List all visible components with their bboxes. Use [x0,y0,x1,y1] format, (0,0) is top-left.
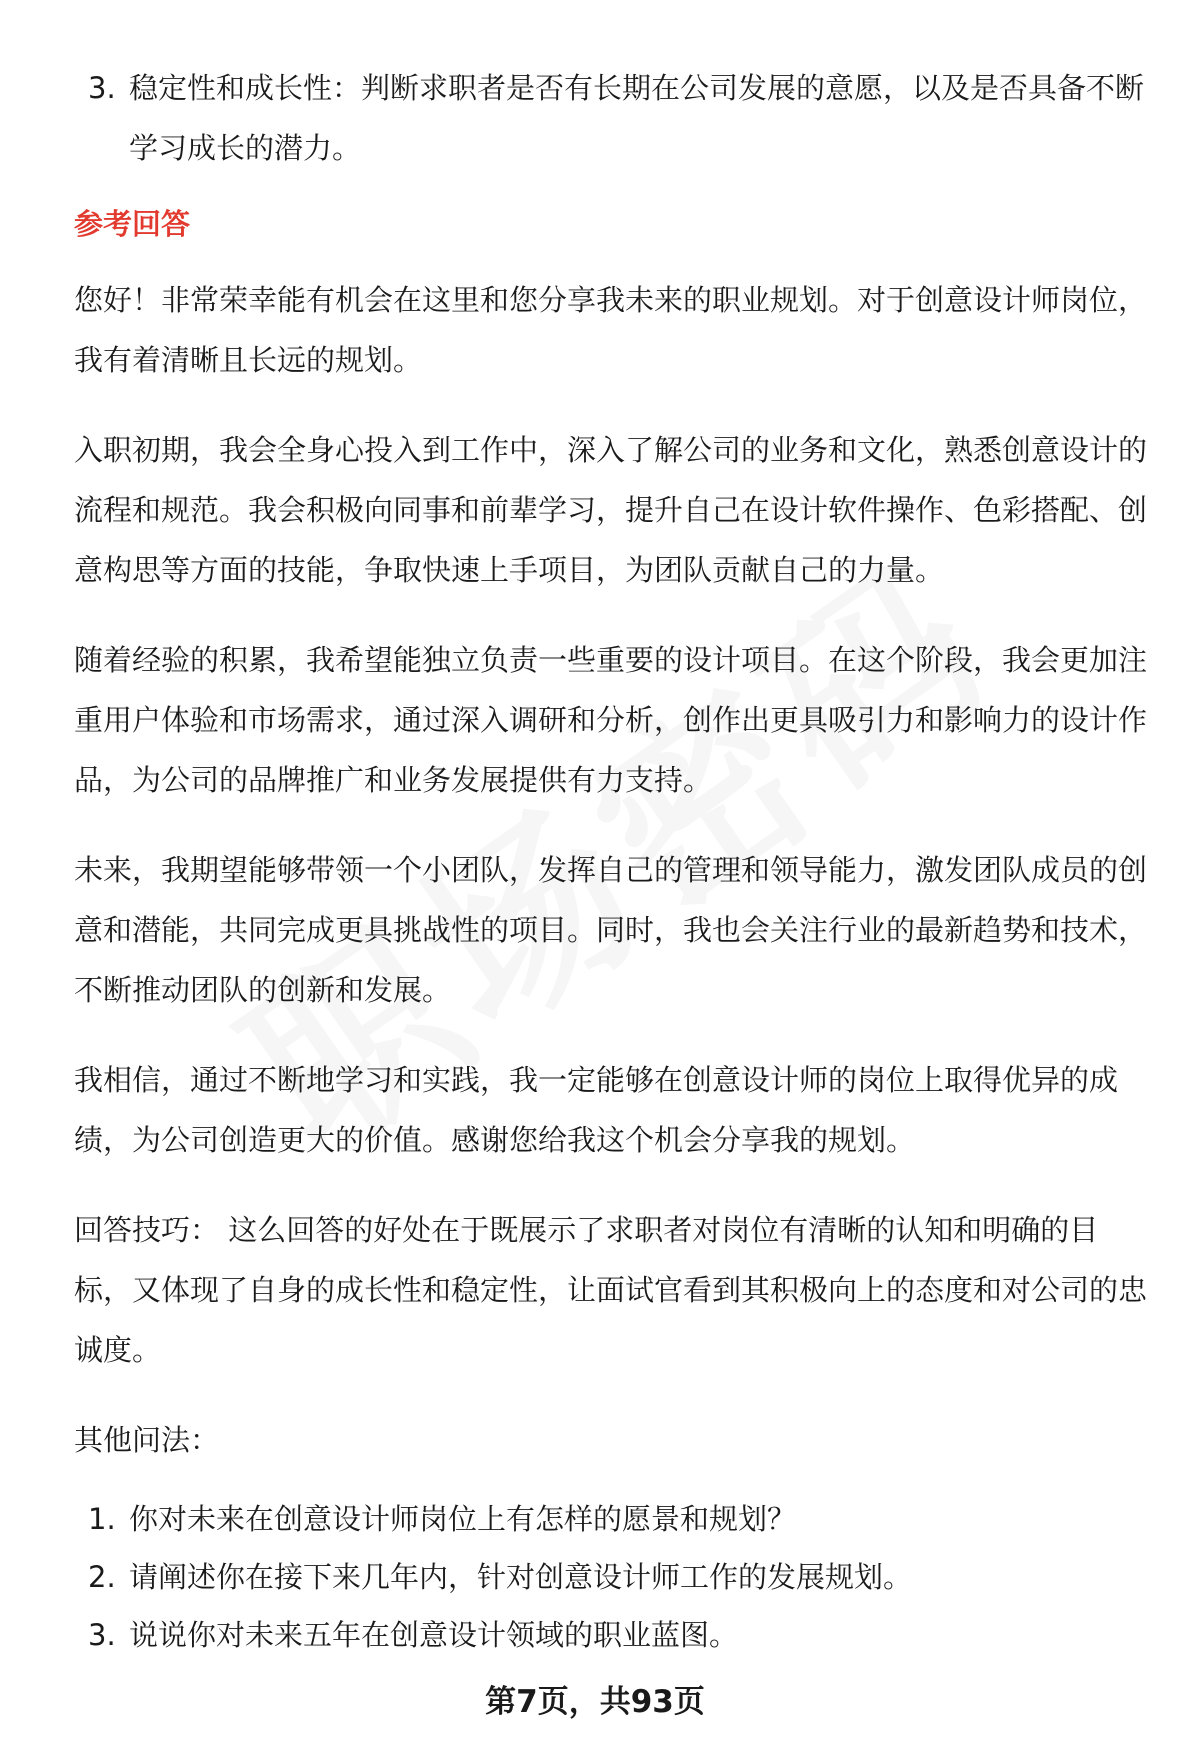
list-item-text: 说说你对未来五年在创意设计领域的职业蓝图。 [129,1618,739,1652]
list-item-text: 你对未来在创意设计师岗位上有怎样的愿景和规划？ [129,1502,797,1536]
list-number: 3. [88,1618,116,1652]
other-questions-list [74,1490,1154,1664]
paragraph-mid-stage: 随着经验的积累，我希望能独立负责一些重要的设计项目。在这个阶段，我会更加注重用户体验和市场需求，通过深入调研和分析，创作出更具吸引力和影响力的设计作品，为公司的品牌推广和业务发展提供有力支持。 [74,643,1148,797]
list-item [74,1490,1154,1548]
list-number: 1. [88,1502,116,1536]
paragraph-other-questions-label: 其他问法： [74,1423,220,1457]
list-item [74,1606,1154,1664]
criteria-list-item [74,58,1154,178]
paragraph-future: 未来，我期望能够带领一个小团队，发挥自己的管理和领导能力，激发团队成员的创意和潜能，共同完成更具挑战性的项目。同时，我也会关注行业的最新趋势和技术，不断推动团队的创新和发展。 [74,853,1148,1007]
paragraph-early-stage: 入职初期，我会全身心投入到工作中，深入了解公司的业务和文化，熟悉创意设计的流程和规范。我会积极向同事和前辈学习，提升自己在设计软件操作、色彩搭配、创意构思等方面的技能，争取快速上手项目，为团队贡献自己的力量。 [74,433,1148,587]
page-number: 第7页，共93页 [485,1684,705,1720]
list-number: 3. [88,71,116,105]
document-body [74,58,1154,1664]
reference-answer-heading: 参考回答 [74,207,191,241]
list-number: 2. [88,1560,116,1594]
paragraph-conclusion: 我相信，通过不断地学习和实践，我一定能够在创意设计师的岗位上取得优异的成绩，为公司创造更大的价值。感谢您给我这个机会分享我的规划。 [74,1063,1119,1157]
list-item-text: 请阐述你在接下来几年内，针对创意设计师工作的发展规划。 [129,1560,913,1594]
paragraph-greeting: 您好！非常荣幸能有机会在这里和您分享我未来的职业规划。对于创意设计师岗位，我有着清晰且长远的规划。 [74,283,1148,377]
paragraph-answer-tips: 回答技巧： 这么回答的好处在于既展示了求职者对岗位有清晰的认知和明确的目标，又体现了自身的成长性和稳定性，让面试官看到其积极向上的态度和对公司的忠诚度。 [74,1213,1148,1367]
list-item-text: 稳定性和成长性：判断求职者是否有长期在公司发展的意愿，以及是否具备不断学习成长的潜力。 [129,71,1145,165]
list-item [74,1548,1154,1606]
